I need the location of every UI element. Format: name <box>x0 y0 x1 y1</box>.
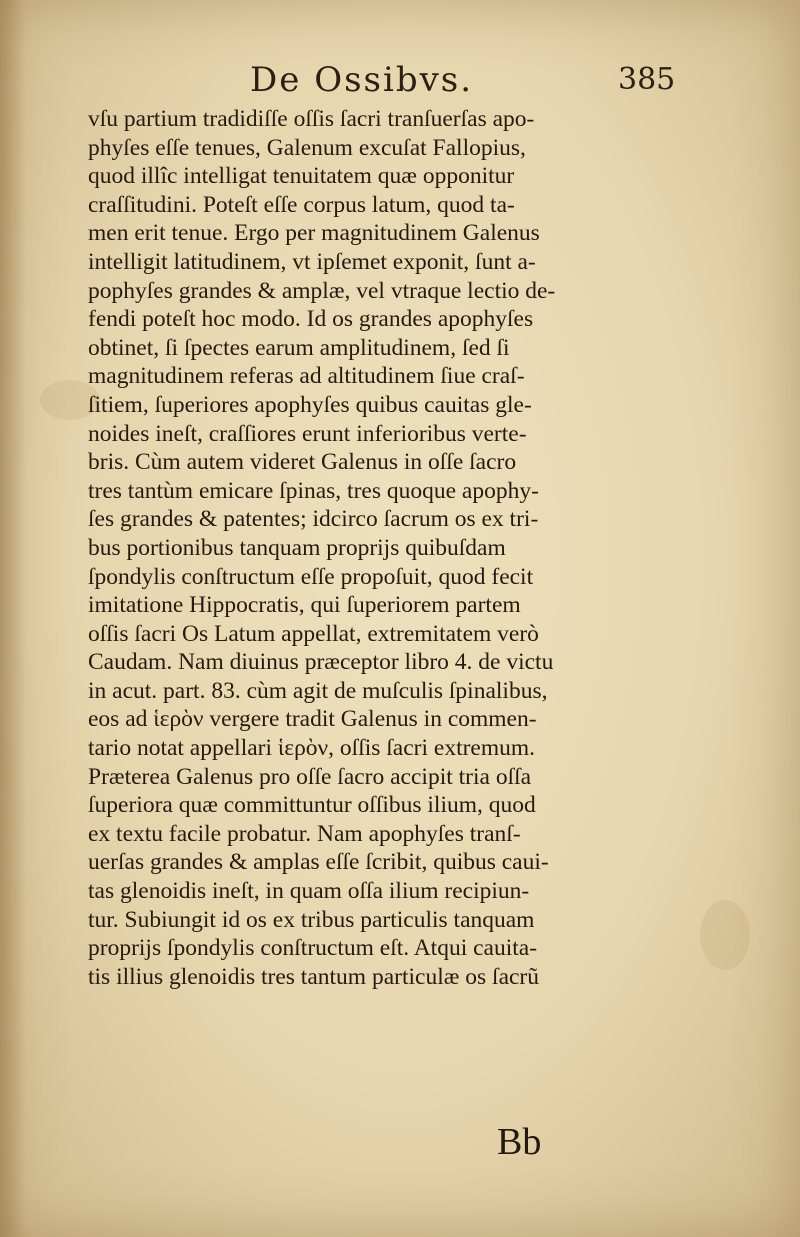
page-number: 385 <box>618 62 676 97</box>
body-text <box>88 105 678 991</box>
text-line: obtinet, ſi ſpectes earum amplitudinem, ſed ſi <box>88 334 510 361</box>
text-line: ſes grandes & patentes; idcirco ſacrum os ex tri- <box>88 506 539 533</box>
text-line: tres tantùm emicare ſpinas, tres quoque apophy- <box>88 477 539 504</box>
text-line: tas glenoidis ineſt, in quam oſſa ilium recipiun- <box>88 878 530 905</box>
text-line: noides ineſt, craſſiores erunt inferioribus verte- <box>88 420 527 447</box>
text-line: tis illius glenoidis tres tantum particulæ os ſacrũ <box>88 963 540 990</box>
running-title: De Ossibvs. <box>250 60 474 100</box>
paper-stain <box>700 900 750 970</box>
text-line: craſſitudini. Poteſt eſſe corpus latum, quod ta- <box>88 191 515 218</box>
text-line: ſuperiora quæ committuntur oſſibus ilium, quod <box>88 792 536 819</box>
text-line: phyſes eſſe tenues, Galenum excuſat Fallopius, <box>88 134 526 161</box>
text-line: ſitiem, ſuperiores apophyſes quibus cauitas gle- <box>88 391 532 418</box>
text-line: bus portionibus tanquam proprijs quibuſdam <box>88 534 506 561</box>
running-head <box>90 60 690 110</box>
text-line: in acut. part. 83. cùm agit de muſculis ſpinalibus, <box>88 677 548 704</box>
text-line: fendi poteſt hoc modo. Id os grandes apophyſes <box>88 306 534 333</box>
text-line: men erit tenue. Ergo per magnitudinem Galenus <box>88 220 540 247</box>
signature-mark: Bb <box>497 1121 542 1163</box>
text-line: Caudam. Nam diuinus præceptor libro 4. de victu <box>88 649 554 676</box>
text-line: tur. Subiungit id os ex tribus particulis tanquam <box>88 906 535 933</box>
text-line: proprijs ſpondylis conſtructum eſt. Atqui cauita- <box>88 935 538 962</box>
text-line: tario notat appellari ἱερὸν, oſſis ſacri extremum. <box>88 735 536 762</box>
text-line: quod illîc intelligat tenuitatem quæ opponitur <box>88 163 515 190</box>
text-line: ſpondylis conſtructum eſſe propoſuit, quod fecit <box>88 563 534 590</box>
text-line: imitatione Hippocratis, qui ſuperiorem partem <box>88 592 521 619</box>
text-line: uerſas grandes & amplas eſſe ſcribit, quibus caui- <box>88 849 549 876</box>
text-line: vſu partium tradidiſſe oſſis ſacri tranſuerſas apo- <box>88 106 535 132</box>
text-line: eos ad ἱερὸν vergere tradit Galenus in commen- <box>88 706 537 733</box>
page-gutter-shadow <box>0 0 26 1237</box>
text-line: ex textu facile probatur. Nam apophyſes tranſ- <box>88 820 521 847</box>
text-line: pophyſes grandes & amplæ, vel vtraque lectio de- <box>88 277 556 304</box>
text-line: Præterea Galenus pro oſſe ſacro accipit tria oſſa <box>88 763 532 790</box>
text-line: intelligit latitudinem, vt ipſemet exponit, ſunt a- <box>88 248 536 275</box>
text-line: magnitudinem referas ad altitudinem ſiue craſ- <box>88 363 525 390</box>
text-line: oſſis ſacri Os Latum appellat, extremitatem verò <box>88 620 539 647</box>
text-line: bris. Cùm autem videret Galenus in oſſe ſacro <box>88 449 517 476</box>
